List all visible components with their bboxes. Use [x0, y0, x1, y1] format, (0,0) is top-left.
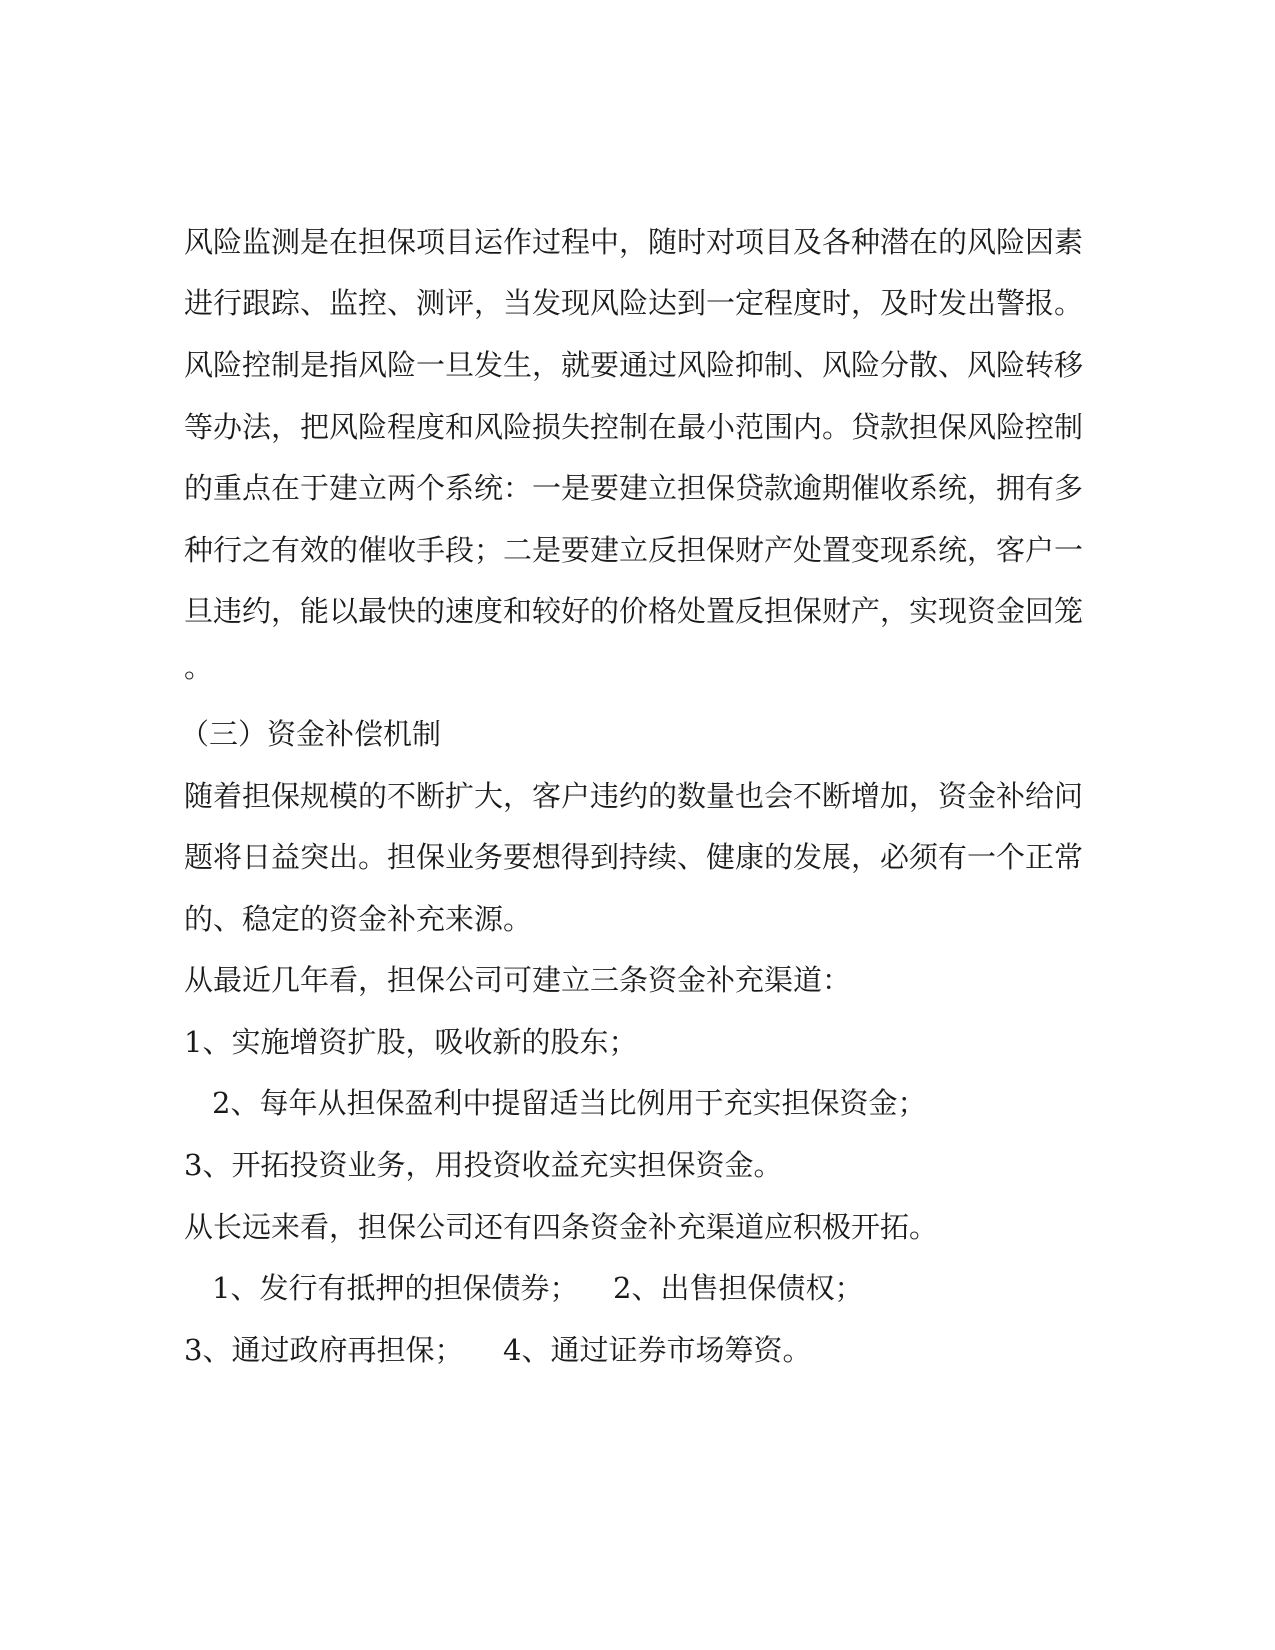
- list-item: 4、通过证券市场筹资。: [503, 1333, 812, 1367]
- paragraph-line: 的重点在于建立两个系统：一是要建立担保贷款逾期催收系统，拥有多: [184, 471, 1084, 505]
- list-item: 1、实施增资扩股，吸收新的股东；: [184, 1025, 638, 1059]
- paragraph-line: 等办法，把风险程度和风险损失控制在最小范围内。贷款担保风险控制: [184, 410, 1084, 444]
- list-intro: 从最近几年看，担保公司可建立三条资金补充渠道：: [184, 963, 852, 997]
- section-heading: （三）资金补偿机制: [180, 717, 442, 751]
- paragraph-line: 风险控制是指风险一旦发生，就要通过风险抑制、风险分散、风险转移: [184, 348, 1084, 382]
- paragraph-line: 旦违约，能以最快的速度和较好的价格处置反担保财产，实现资金回笼: [184, 594, 1084, 628]
- paragraph-line: 。: [184, 650, 214, 684]
- list-intro: 从长远来看，担保公司还有四条资金补充渠道应积极开拓。: [184, 1210, 939, 1244]
- list-item: 1、发行有抵押的担保债券；: [212, 1271, 579, 1305]
- paragraph-line: 种行之有效的催收手段；二是要建立反担保财产处置变现系统，客户一: [184, 533, 1084, 567]
- list-item: 2、出售担保债权；: [613, 1271, 864, 1305]
- list-item: 3、开拓投资业务，用投资收益充实担保资金。: [184, 1148, 783, 1182]
- paragraph-line: 题将日益突出。担保业务要想得到持续、健康的发展，必须有一个正常: [184, 840, 1084, 874]
- paragraph-line: 随着担保规模的不断扩大，客户违约的数量也会不断增加，资金补给问: [184, 779, 1084, 813]
- paragraph-line: 的、稳定的资金补充来源。: [184, 902, 533, 936]
- list-item: 2、每年从担保盈利中提留适当比例用于充实担保资金；: [212, 1086, 927, 1120]
- paragraph-line: 进行跟踪、监控、测评，当发现风险达到一定程度时，及时发出警报。: [184, 286, 1084, 320]
- list-item: 3、通过政府再担保；: [184, 1333, 464, 1367]
- paragraph-line: 风险监测是在担保项目运作过程中，随时对项目及各种潜在的风险因素: [184, 225, 1084, 259]
